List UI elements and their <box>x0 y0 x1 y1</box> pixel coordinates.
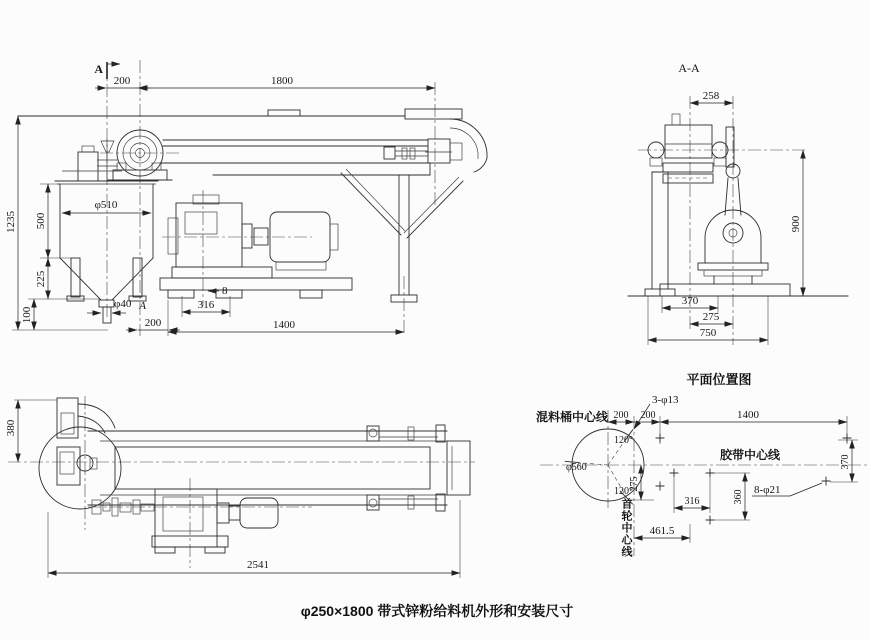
dim-phi560: φ560 <box>566 462 587 473</box>
dim-370-pos: 370 <box>840 454 851 470</box>
dim-225: 225 <box>35 270 47 288</box>
dim-200-top: 200 <box>113 75 131 87</box>
dim-8-phi21: 8-φ21 <box>754 484 781 496</box>
position-diagram-title: 平面位置图 <box>686 372 752 387</box>
dim-1235: 1235 <box>5 211 17 233</box>
dim-100: 100 <box>21 306 33 324</box>
dim-275-aa: 275 <box>702 311 720 323</box>
section-label-bottom: A <box>139 300 146 312</box>
dim-316: 316 <box>197 299 215 311</box>
dim-370-aa: 370 <box>681 295 699 307</box>
dim-1400: 1400 <box>273 319 295 331</box>
dim-3-phi13: 3-φ13 <box>652 394 679 406</box>
section-aa-view <box>628 61 848 345</box>
dim-200-b: 200 <box>640 410 656 421</box>
dim-275-pos: 275 <box>629 476 640 492</box>
dim-120-b: 120° <box>614 486 633 497</box>
dim-1800: 1800 <box>271 75 293 87</box>
dim-8: 8 <box>222 285 228 297</box>
dim-2541: 2541 <box>247 559 269 571</box>
side-view-dimensions <box>5 62 435 336</box>
dim-phi510: φ510 <box>94 199 118 211</box>
drawing-caption: φ250×1800 带式锌粉给料机外形和安装尺寸 <box>300 603 574 619</box>
side-elevation-view <box>18 60 487 336</box>
tank-centerline-label: 混料桶中心线 <box>536 410 609 424</box>
section-title: A-A <box>678 61 700 75</box>
dim-200-a: 200 <box>613 410 629 421</box>
dim-380: 380 <box>5 419 17 437</box>
dim-900: 900 <box>790 215 802 233</box>
dim-750: 750 <box>699 327 717 339</box>
plan-view <box>5 396 475 578</box>
belt-centerline-label: 胶带中心线 <box>720 448 781 462</box>
dim-1400-pos: 1400 <box>737 409 759 421</box>
pulley-centerline-label: 首轮中心线 <box>620 498 632 558</box>
position-diagram <box>536 372 868 558</box>
dim-120-a: 120° <box>614 435 633 446</box>
dim-461-5: 461.5 <box>649 525 675 537</box>
dim-phi40: φ40 <box>114 298 132 310</box>
dim-316-pos: 316 <box>684 496 700 507</box>
section-label-top: A <box>94 62 103 76</box>
dim-360: 360 <box>733 489 744 505</box>
dim-200-bottom: 200 <box>144 317 162 329</box>
dim-258: 258 <box>702 90 720 102</box>
dim-500: 500 <box>35 212 47 230</box>
